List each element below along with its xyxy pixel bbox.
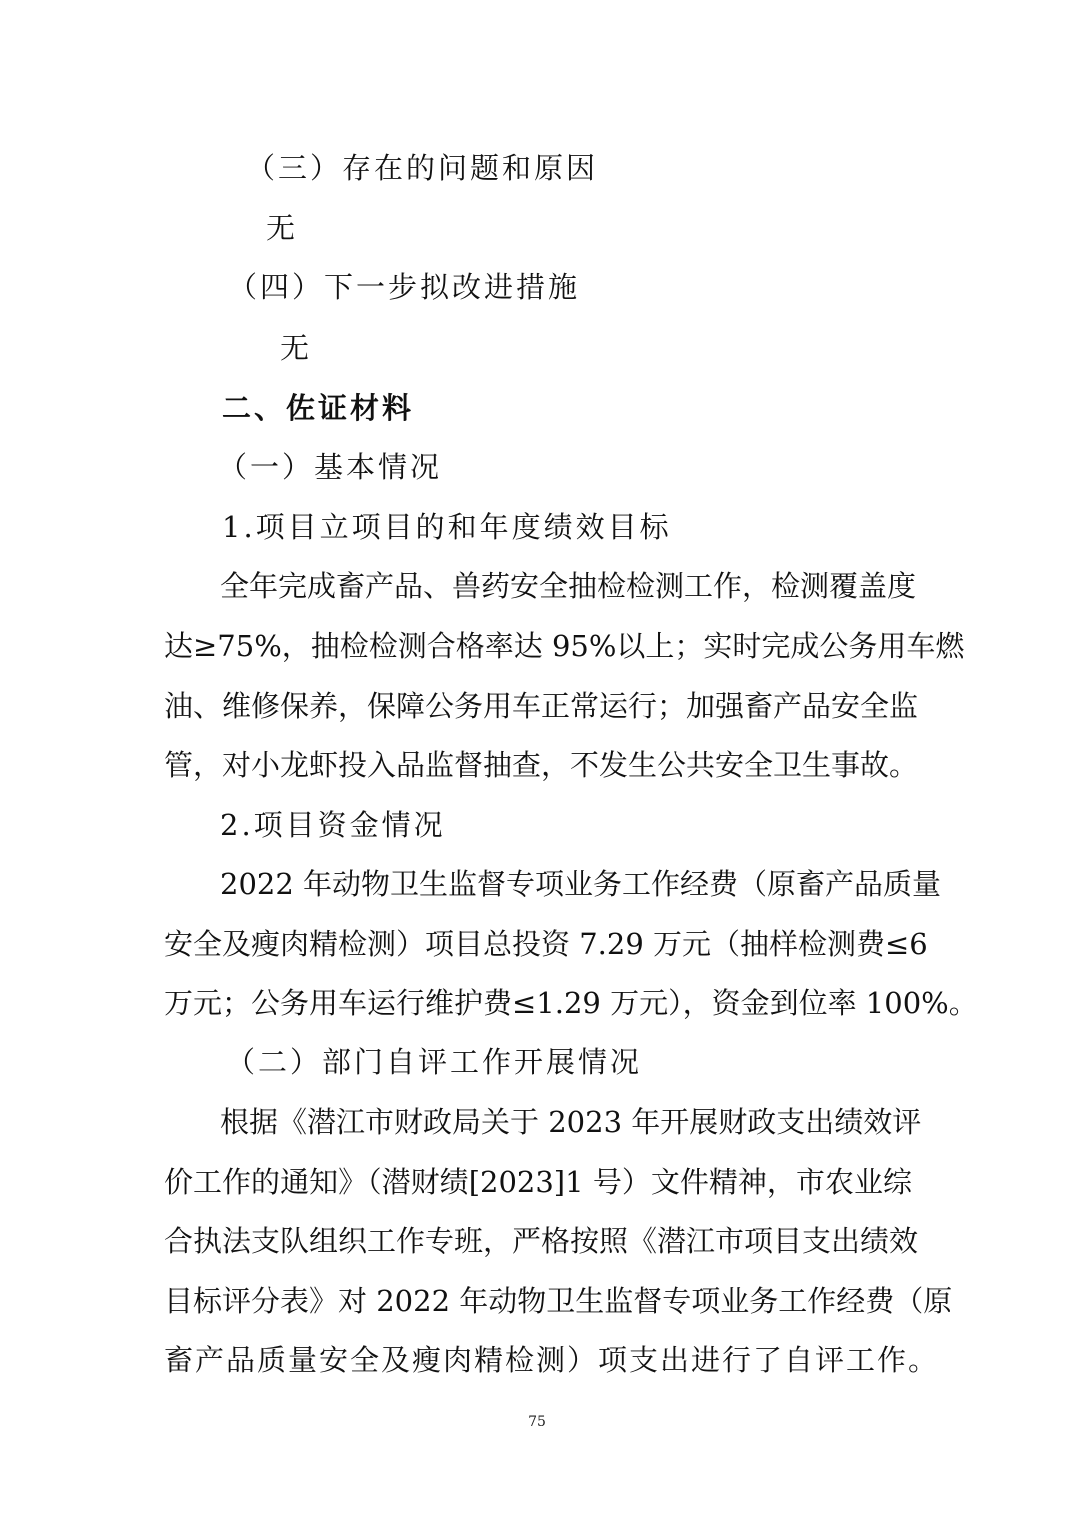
self-eval-paragraph-line: 目标评分表》对 2022 年动物卫生监督专项业务工作经费（原 (164, 1284, 953, 1318)
next-steps-text: 无 (280, 331, 313, 365)
self-eval-paragraph-line: 畜产品质量安全及瘦肉精检测）项支出进行了自评工作。 (164, 1343, 940, 1377)
item1-paragraph-line: 达≥75%，抽检检测合格率达 95%以上；实时完成公务用车燃 (164, 629, 965, 663)
problems-text: 无 (266, 211, 299, 245)
self-eval-heading: （二）部门自评工作开展情况 (226, 1045, 643, 1079)
self-eval-paragraph-line: 价工作的通知》（潜财绩[2023]1 号）文件精神，市农业综 (164, 1165, 912, 1199)
item1-heading: 1.项目立项目的和年度绩效目标 (222, 510, 672, 544)
section-heading-next-steps: （四）下一步拟改进措施 (228, 270, 581, 304)
item2-paragraph-line: 万元；公务用车运行维护费≤1.29 万元），资金到位率 100%。 (164, 986, 978, 1020)
evidence-heading: 二、佐证材料 (222, 391, 415, 425)
self-eval-paragraph-line: 根据《潜江市财政局关于 2023 年开展财政支出绩效评 (220, 1105, 922, 1139)
item1-paragraph-line: 全年完成畜产品、兽药安全抽检检测工作，检测覆盖度 (220, 569, 917, 603)
item2-heading: 2.项目资金情况 (220, 808, 446, 842)
section-heading-problems: （三）存在的问题和原因 (246, 151, 599, 185)
item2-paragraph-line: 2022 年动物卫生监督专项业务工作经费（原畜产品质量 (220, 867, 942, 901)
item1-paragraph-line: 管，对小龙虾投入品监督抽查，不发生公共安全卫生事故。 (164, 748, 919, 782)
item1-paragraph-line: 油、维修保养，保障公务用车正常运行；加强畜产品安全监 (164, 689, 919, 723)
item2-paragraph-line: 安全及瘦肉精检测）项目总投资 7.29 万元（抽样检测费≤6 (164, 927, 928, 961)
self-eval-paragraph-line: 合执法支队组织工作专班，严格按照《潜江市项目支出绩效 (164, 1224, 919, 1258)
page-number: 75 (528, 1414, 546, 1430)
basic-info-heading: （一）基本情况 (218, 450, 443, 484)
